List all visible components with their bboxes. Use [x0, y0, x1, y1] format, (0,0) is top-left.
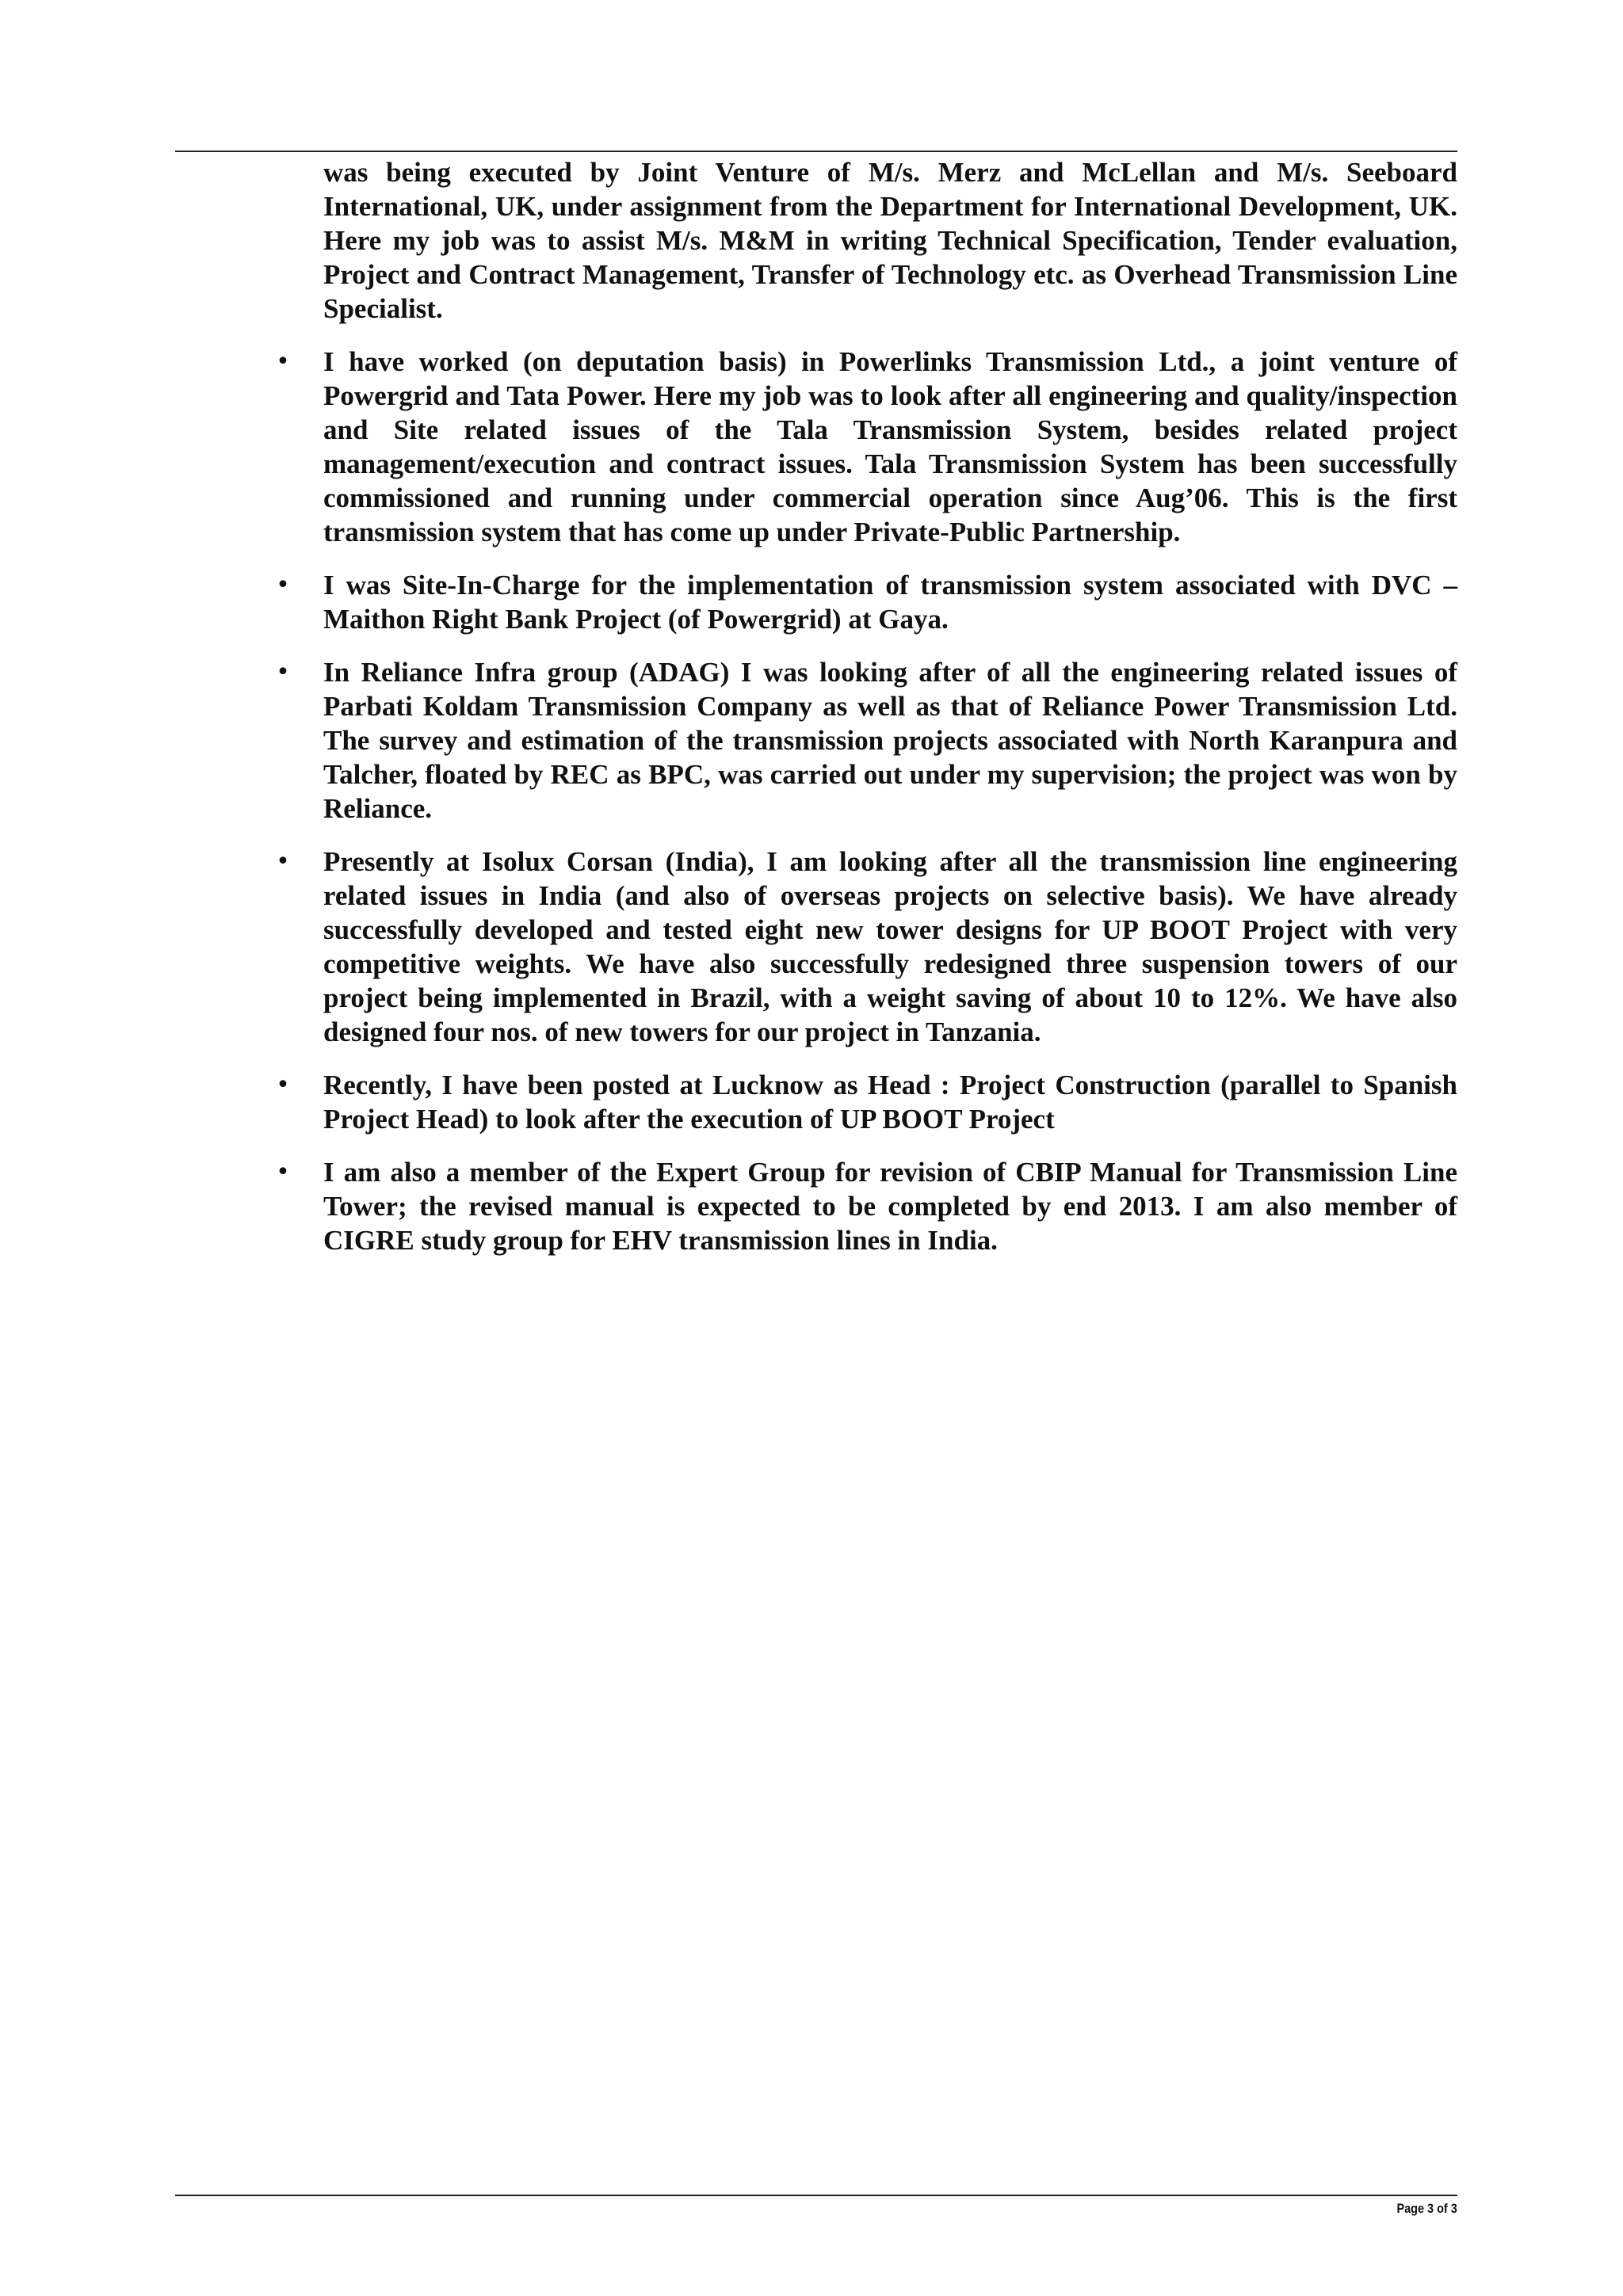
bullet-icon: • — [276, 848, 290, 875]
list-item-text: Recently, I have been posted at Lucknow as Head : Project Construction (parallel to Spanish Project Head) to look after the execution of UP BOOT Project — [323, 1070, 1457, 1135]
list-item — [276, 655, 1457, 826]
list-item-text: In Reliance Infra group (ADAG) I was looking after of all the engineering related issues of Parbati Koldam Transmission Company as well as that of Reliance Power Transmission Ltd. The survey and estimation of the transmission projects associated with North Karanpura and Talcher, floated by REC as BPC, was carried out under my supervision; the project was won by Reliance. — [323, 657, 1457, 824]
bullet-icon: • — [276, 571, 290, 599]
continuation-paragraph: was being executed by Joint Venture of M/s. Merz and McLellan and M/s. Seeboard International, UK, under assignment from the Department for International Development, UK. Here my job was to assist M/s. M&M in writing Technical Specification, Tender evaluation, Project and Contract Management, Transfer of Technology etc. as Overhead Transmission Line Specialist. — [323, 157, 1457, 324]
footer-rule — [175, 2195, 1457, 2196]
list-item — [276, 1068, 1457, 1136]
experience-list — [276, 345, 1457, 1257]
list-item-text: I was Site-In-Charge for the implementation of transmission system associated with DVC – Maithon Right Bank Project (of Powergrid) at Gaya. — [323, 570, 1457, 635]
bullet-icon: • — [276, 348, 290, 376]
list-item — [276, 568, 1457, 636]
bullet-icon: • — [276, 658, 290, 686]
document-body — [276, 155, 1457, 1276]
page-number: Page 3 of 3 — [1396, 2201, 1457, 2216]
header-rule — [175, 151, 1457, 152]
list-item-text: I am also a member of the Expert Group for revision of CBIP Manual for Transmission Line Tower; the revised manual is expected to be completed by end 2013. I am also member of CIGRE study group for EHV transmission lines in India. — [323, 1157, 1457, 1256]
list-item — [276, 1155, 1457, 1257]
list-item — [276, 345, 1457, 549]
bullet-icon: • — [276, 1158, 290, 1186]
list-item — [276, 845, 1457, 1049]
bullet-icon: • — [276, 1071, 290, 1099]
list-item-text: I have worked (on deputation basis) in Powerlinks Transmission Ltd., a joint venture of Powergrid and Tata Power. Here my job was to look after all engineering and quality/inspection and Site related issues of the Tala Transmission System, besides related project management/execution and contract issues. Tala Transmission System has been successfully commissioned and running under commercial operation since Aug’06. This is the first transmission system that has come up under Private-Public Partnership. — [323, 346, 1457, 547]
list-item-text: Presently at Isolux Corsan (India), I am looking after all the transmission line engineering related issues in India (and also of overseas projects on selective basis). We have already successfully developed and tested eight new tower designs for UP BOOT Project with very competitive weights. We have also successfully redesigned three suspension towers of our project being implemented in Brazil, with a weight saving of about 10 to 12%. We have also designed four nos. of new towers for our project in Tanzania. — [323, 846, 1457, 1047]
